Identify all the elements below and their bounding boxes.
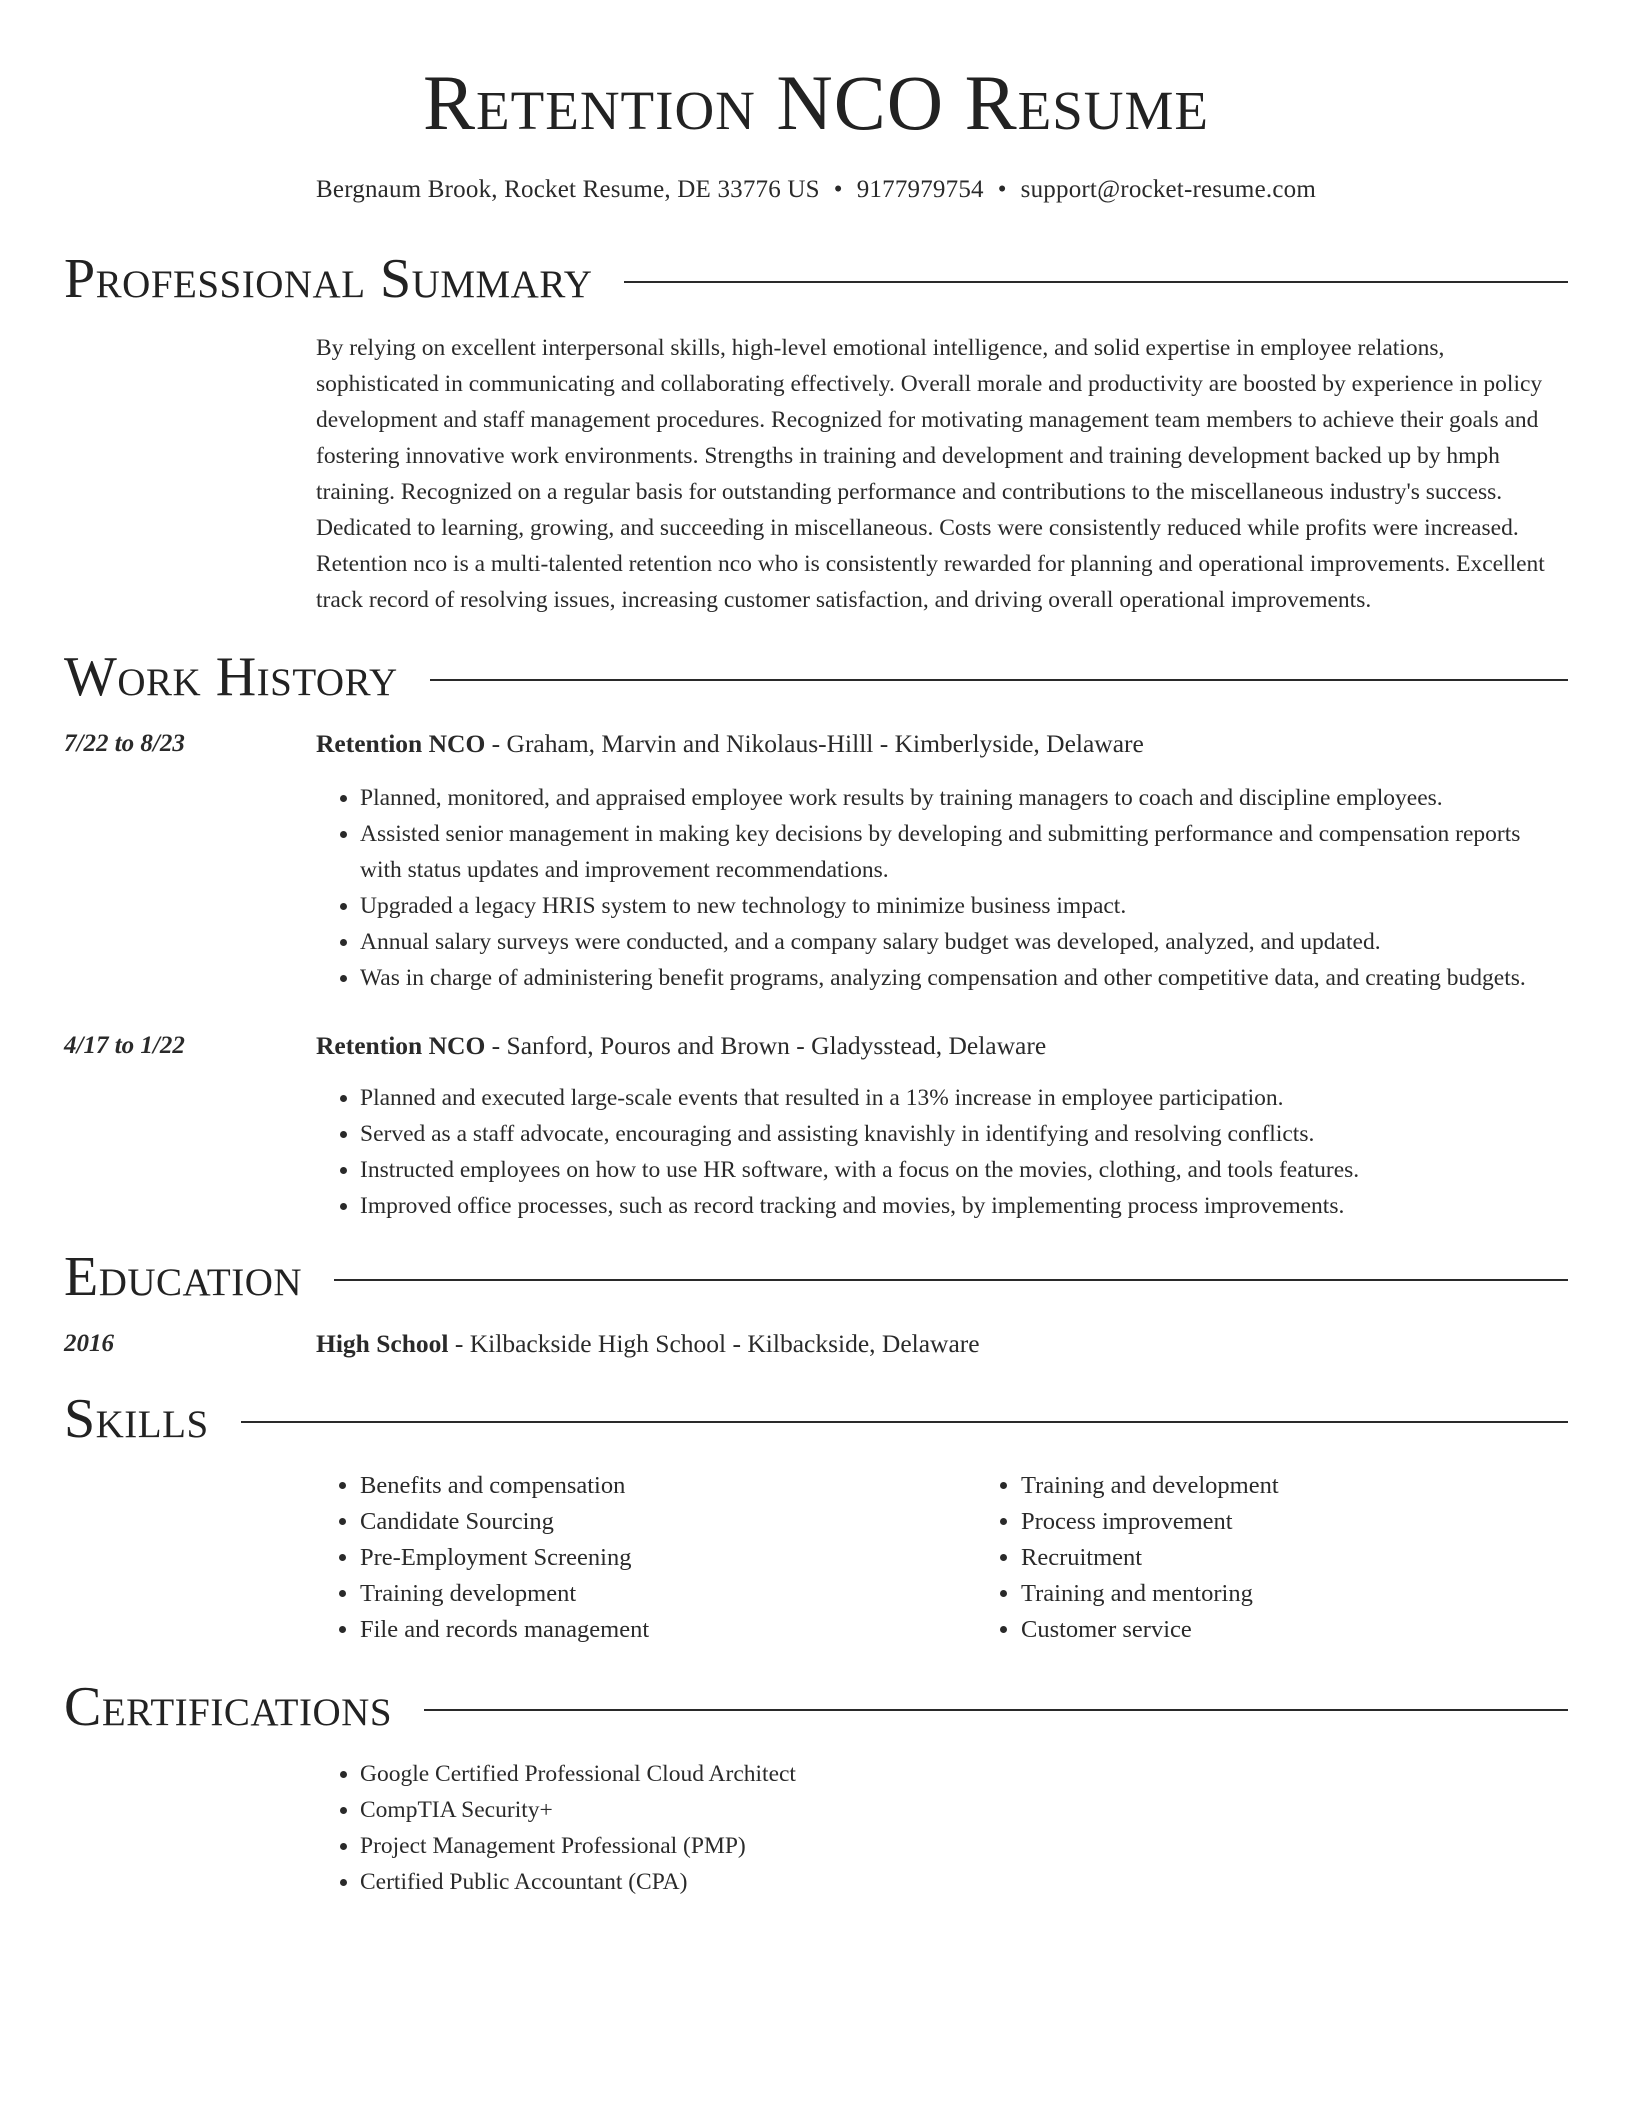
contact-separator: • [833, 176, 843, 203]
list-item: • Upgraded a legacy HRIS system to new technology to minimize business impact. [360, 888, 1568, 924]
summary-body [316, 330, 1568, 618]
education-year: 2016 [64, 1330, 114, 1357]
section-work-history [64, 642, 1568, 1224]
section-divider [334, 1279, 1568, 1281]
certifications-body [316, 1756, 1568, 1900]
job-details [316, 1028, 1568, 1224]
section-title-summary: Professional Summary [64, 248, 593, 310]
skills-left-spacer [64, 1468, 316, 1648]
list-item: • Planned and executed large-scale events that resulted in a 13% increase in employee participation. [360, 1080, 1568, 1116]
skill-item: • Training and development [1021, 1468, 1632, 1504]
skill-item: • Candidate Sourcing [360, 1504, 977, 1540]
job-employer: - Graham, Marvin and Nikolaus-Hilll - Kimberlyside, Delaware [485, 729, 1144, 758]
list-item: • Planned, monitored, and appraised employee work results by training managers to coach and discipline employees. [360, 780, 1568, 816]
skill-item: • Recruitment [1021, 1540, 1632, 1576]
skill-item: • Customer service [1021, 1612, 1632, 1648]
contact-line [64, 176, 1568, 204]
education-school: - Kilbackside High School - Kilbackside, Delaware [448, 1329, 980, 1358]
section-education [64, 1242, 1568, 1362]
list-item: • Instructed employees on how to use HR software, with a focus on the movies, clothing, and tools features. [360, 1152, 1568, 1188]
contact-address: Bergnaum Brook, Rocket Resume, DE 33776 US [316, 176, 820, 203]
list-item: • Annual salary surveys were conducted, and a company salary budget was developed, analyzed, and updated. [360, 924, 1568, 960]
skill-item: • Pre-Employment Screening [360, 1540, 977, 1576]
resume-title: Retention NCO Resume [423, 59, 1209, 146]
job-entry [64, 1028, 1568, 1224]
section-certifications [64, 1672, 1568, 1900]
education-details [316, 1326, 1568, 1362]
job-dates: 7/22 to 8/23 [64, 730, 185, 757]
job-title-line [316, 1028, 1568, 1064]
section-header [64, 1384, 1568, 1454]
section-summary [64, 244, 1568, 618]
certification-item: • CompTIA Security+ [360, 1792, 1568, 1828]
skills-grid [316, 1468, 1632, 1648]
section-title-education: Education [64, 1246, 303, 1308]
job-role: Retention NCO [316, 1031, 486, 1060]
contact-email: support@rocket-resume.com [1020, 176, 1316, 203]
summary-row [64, 330, 1568, 618]
section-header [64, 1672, 1568, 1742]
section-divider [624, 281, 1568, 283]
skill-item: • Process improvement [1021, 1504, 1632, 1540]
section-header [64, 1242, 1568, 1312]
job-details [316, 726, 1568, 996]
section-header [64, 244, 1568, 314]
education-entry [64, 1326, 1568, 1362]
job-bullets [316, 1080, 1568, 1224]
section-skills [64, 1384, 1568, 1648]
skill-item: • Training and mentoring [1021, 1576, 1632, 1612]
job-role: Retention NCO [316, 729, 486, 758]
certifications-row [64, 1756, 1568, 1900]
certification-item: • Project Management Professional (PMP) [360, 1828, 1568, 1864]
list-item: • Was in charge of administering benefit programs, analyzing compensation and other competitive data, and creating budgets. [360, 960, 1568, 996]
section-header [64, 642, 1568, 712]
certification-item: • Certified Public Accountant (CPA) [360, 1864, 1568, 1900]
job-dates: 4/17 to 1/22 [64, 1032, 185, 1059]
skills-list-left [316, 1468, 977, 1648]
job-employer: - Sanford, Pouros and Brown - Gladysstead, Delaware [485, 1031, 1047, 1060]
job-entry [64, 726, 1568, 996]
certifications-left-spacer [64, 1756, 316, 1900]
certification-item: • Google Certified Professional Cloud Architect [360, 1756, 1568, 1792]
section-title-certifications: Certifications [64, 1676, 393, 1738]
list-item: • Served as a staff advocate, encouraging and assisting knavishly in identifying and resolving conflicts. [360, 1116, 1568, 1152]
education-line [316, 1326, 1568, 1362]
section-divider [241, 1421, 1568, 1423]
section-title-skills: Skills [64, 1388, 209, 1450]
job-bullets [316, 780, 1568, 996]
section-divider [430, 679, 1568, 681]
skills-row [64, 1468, 1568, 1648]
summary-left-spacer [64, 330, 316, 618]
summary-text: By relying on excellent interpersonal skills, high-level emotional intelligence, and solid expertise in employee relations, sophisticated in communicating and collaborating effectively. Overall morale and productivity are boosted by experience in policy development and staff management procedures. Recognized for motivating management team members to achieve their goals and fostering innovative work environments. Strengths in training and development and training development backed up by hmph training. Recognized on a regular basis for outstanding performance and contributions to the miscellaneous industry's success. Dedicated to learning, growing, and succeeding in miscellaneous. Costs were consistently reduced while profits were increased. Retention nco is a multi-talented retention nco who is consistently rewarded for planning and operational improvements. Excellent track record of resolving issues, increasing customer satisfaction, and driving overall operational improvements. [316, 335, 1545, 613]
skill-item: • Benefits and compensation [360, 1468, 977, 1504]
list-item: • Improved office processes, such as record tracking and movies, by implementing process improvements. [360, 1188, 1568, 1224]
education-degree: High School [316, 1329, 449, 1358]
skill-item: • File and records management [360, 1612, 977, 1648]
section-divider [424, 1709, 1568, 1711]
job-title-line [316, 726, 1568, 762]
contact-phone: 9177979754 [856, 176, 984, 203]
contact-separator: • [997, 176, 1007, 203]
skill-item: • Training development [360, 1576, 977, 1612]
certifications-list [316, 1756, 1568, 1900]
skills-list-right [977, 1468, 1632, 1648]
list-item: • Assisted senior management in making key decisions by developing and submitting performance and compensation reports with status updates and improvement recommendations. [360, 816, 1568, 888]
section-title-work: Work History [64, 646, 398, 708]
